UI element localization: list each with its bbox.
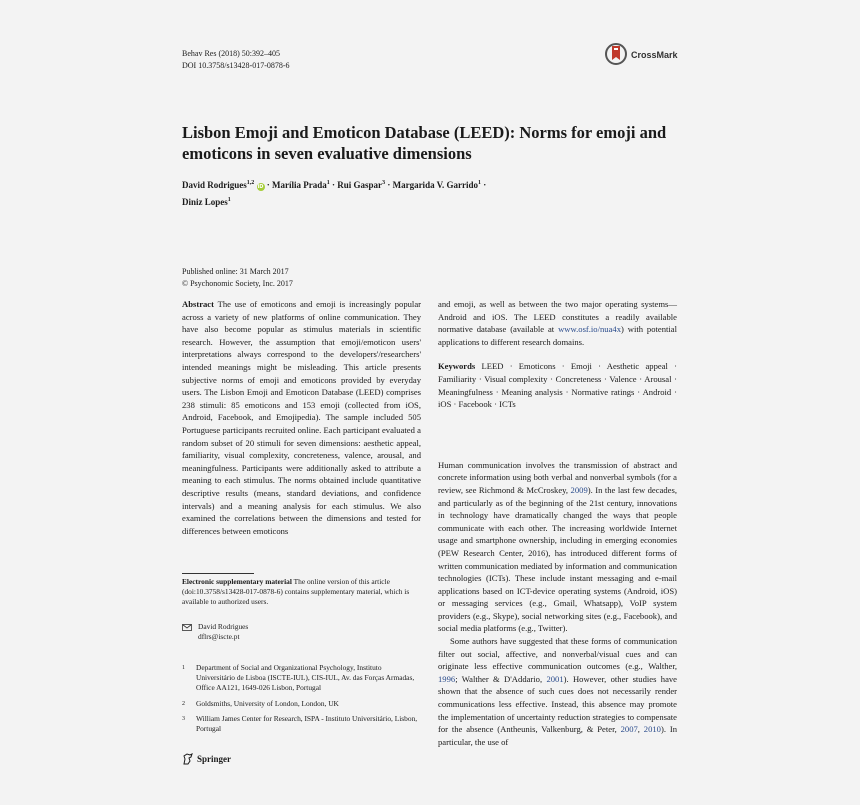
osf-link[interactable]: www.osf.io/nua4x: [558, 324, 621, 335]
published-date: Published online: 31 March 2017: [182, 267, 289, 276]
affiliation-text: Goldsmiths, University of London, London, UK: [196, 699, 339, 708]
citation-link[interactable]: 2010: [643, 724, 661, 735]
paper-title: Lisbon Emoji and Emoticon Database (LEED): Norms for emoji and emoticons in seven evaluative dimensions: [182, 123, 667, 163]
keywords-label: Keywords: [438, 361, 476, 372]
affiliation-item: [182, 714, 422, 734]
affiliation-number: 2: [182, 701, 185, 707]
author-separator: ·: [385, 180, 393, 190]
affiliation-item: [182, 663, 422, 693]
affiliation-text: William James Center for Research, ISPA - Instituto Universitário, Lisbon, Portugal: [196, 714, 418, 733]
affiliation-item: [182, 699, 422, 709]
author-affiliation-mark: 1,2: [246, 180, 255, 186]
author-name[interactable]: David Rodrigues: [182, 180, 247, 190]
right-column: [438, 298, 677, 748]
copyright-line: © Psychonomic Society, Inc. 2017: [182, 278, 293, 288]
abstract-continuation: and emoji, as well as between the two major operating systems—Android and iOS. The LEED constitutes a readily available normative database (available at www.osf.io/nua4x) with potential applications to different research domains.: [438, 299, 677, 347]
crossmark-badge[interactable]: [605, 42, 678, 68]
correspondence: [182, 622, 248, 642]
author-affiliation-mark: 3: [382, 180, 386, 186]
crossmark-label: CrossMark: [631, 50, 678, 60]
author-list: [182, 176, 682, 210]
intro-paragraph: Some authors have suggested that these forms of communication filter out social, affective, and nonverbal/visual cues and can originate less effective communication outcomes (e.g., Walther, 1996; Walther & D'Addario, 2001). However, other studies have shown that the absence of such cues does not necessarily render communications less effective. Instead, this absence may promote the implementation of uncertainty reduction strategies to compensate for the absence (Antheunis, Valkenburg, & Peter, 2007, 2010). In particular, the use of: [438, 636, 677, 747]
orcid-icon[interactable]: iD: [257, 184, 264, 190]
affiliation-number: 1: [182, 665, 185, 671]
affiliation-number: 3: [182, 716, 185, 722]
supplementary-text: The online version of this article (doi:10.3758/s13428-017-0878-6) contains supplementary material, which is available to authorized users.: [182, 577, 410, 606]
author-name[interactable]: Margarida V. Garrido: [392, 180, 478, 190]
crossmark-icon: [605, 42, 627, 68]
publication-info: [182, 266, 293, 289]
publisher-name: Springer: [197, 754, 232, 764]
journal-header: [182, 48, 290, 72]
publisher-logo: [182, 753, 231, 765]
author-separator: ·: [329, 180, 338, 190]
correspondence-email[interactable]: dflrs@iscte.pt: [198, 632, 240, 641]
affiliation-text: Department of Social and Organizational Psychology, Instituto Universitário de Lisboa (ISCTE-IUL), CIS-IUL, Av. das Forças Armadas, Office AA121, 1649-026 Lisbon, Portugal: [196, 663, 415, 692]
author-name[interactable]: Diniz Lopes: [182, 197, 228, 207]
author-affiliation-mark: 1: [326, 180, 330, 186]
author-name[interactable]: Rui Gaspar: [337, 180, 383, 190]
envelope-icon: [182, 624, 192, 631]
doi-line: DOI 10.3758/s13428-017-0878-6: [182, 61, 290, 70]
citation-link[interactable]: 2007: [620, 724, 638, 735]
abstract-block: [182, 298, 421, 537]
journal-citation: Behav Res (2018) 50:392–405: [182, 49, 280, 58]
author-separator: ·: [264, 180, 273, 190]
supplementary-note: [182, 577, 422, 607]
author-affiliation-mark: 1: [227, 197, 231, 203]
correspondence-name: David Rodrigues: [198, 622, 249, 631]
supplementary-label: Electronic supplementary material: [182, 577, 292, 586]
footnote-divider: [182, 573, 254, 574]
abstract-text: The use of emoticons and emoji is increasingly popular across a variety of new platforms of online communication. They have also become popular as stimulus materials in scientific research. However, the assumption that emoji/emoticon users' interpretations always correspond to the developers'/researchers' intended meanings might be misleading. This article presents subjective norms of emoji and emoticons provided by everyday users. The Lisbon Emoji and Emoticon Database (LEED) comprises 238 stimuli: 85 emoticons and 153 emoji (collected from iOS, Android, Facebook, and Emojipedia). The sample included 505 Portuguese participants recruited online. Each participant evaluated a random subset of 20 stimuli for seven dimensions: aesthetic appeal, familiarity, visual complexity, concreteness, valence, arousal, and meaningfulness. Participants were additionally asked to attribute a meaning to each stimulus. The norms obtained include quantitative descriptive results (means, standard deviations, and confidence intervals) and a meaning analysis for each stimulus. We also examined the correlations between the dimensions and tested for differences between emoticons: [182, 299, 422, 536]
keywords-text: LEED · Emoticons · Emoji · Aesthetic appeal · Familiarity · Visual complexity · Concreteness · Valence · Arousal · Meaningfulness · Meaning analysis · Normative ratings · Android · iOS · Facebook · ICTs: [438, 361, 677, 410]
citation-link[interactable]: 2001: [546, 673, 564, 684]
citation-link[interactable]: 1996: [438, 673, 456, 684]
springer-horse-icon: [182, 753, 194, 765]
intro-paragraph: Human communication involves the transmission of abstract and concrete information using both verbal and nonverbal symbols (for a review, see Richmond & McCroskey, 2009). In the last few decades, and particularly as of the beginning of the 21st century, innovations in technology have dramatically changed the ways that people communicate with each other. The increasing worldwide Internet usage and smartphone ownership, including in emerging economies (PEW Research Center, 2016), has introduced different forms of written communication mediated by information and communication technologies (ICTs). These include instant messaging and e-mail applications based on ICT-device operating systems (Android, iOS) or messaging services (e.g., Gmail, Whatsapp), VoIP system providers (e.g., Skype), social networking sites (e.g., Facebook), and social media platforms (e.g., Twitter).: [438, 459, 677, 634]
citation-link[interactable]: 2009: [570, 484, 588, 495]
abstract-label: Abstract: [182, 299, 214, 309]
author-separator: ·: [481, 180, 487, 190]
keywords-block: [438, 360, 677, 410]
author-affiliation-mark: 1: [478, 180, 481, 186]
author-name[interactable]: Marília Prada: [272, 180, 327, 190]
